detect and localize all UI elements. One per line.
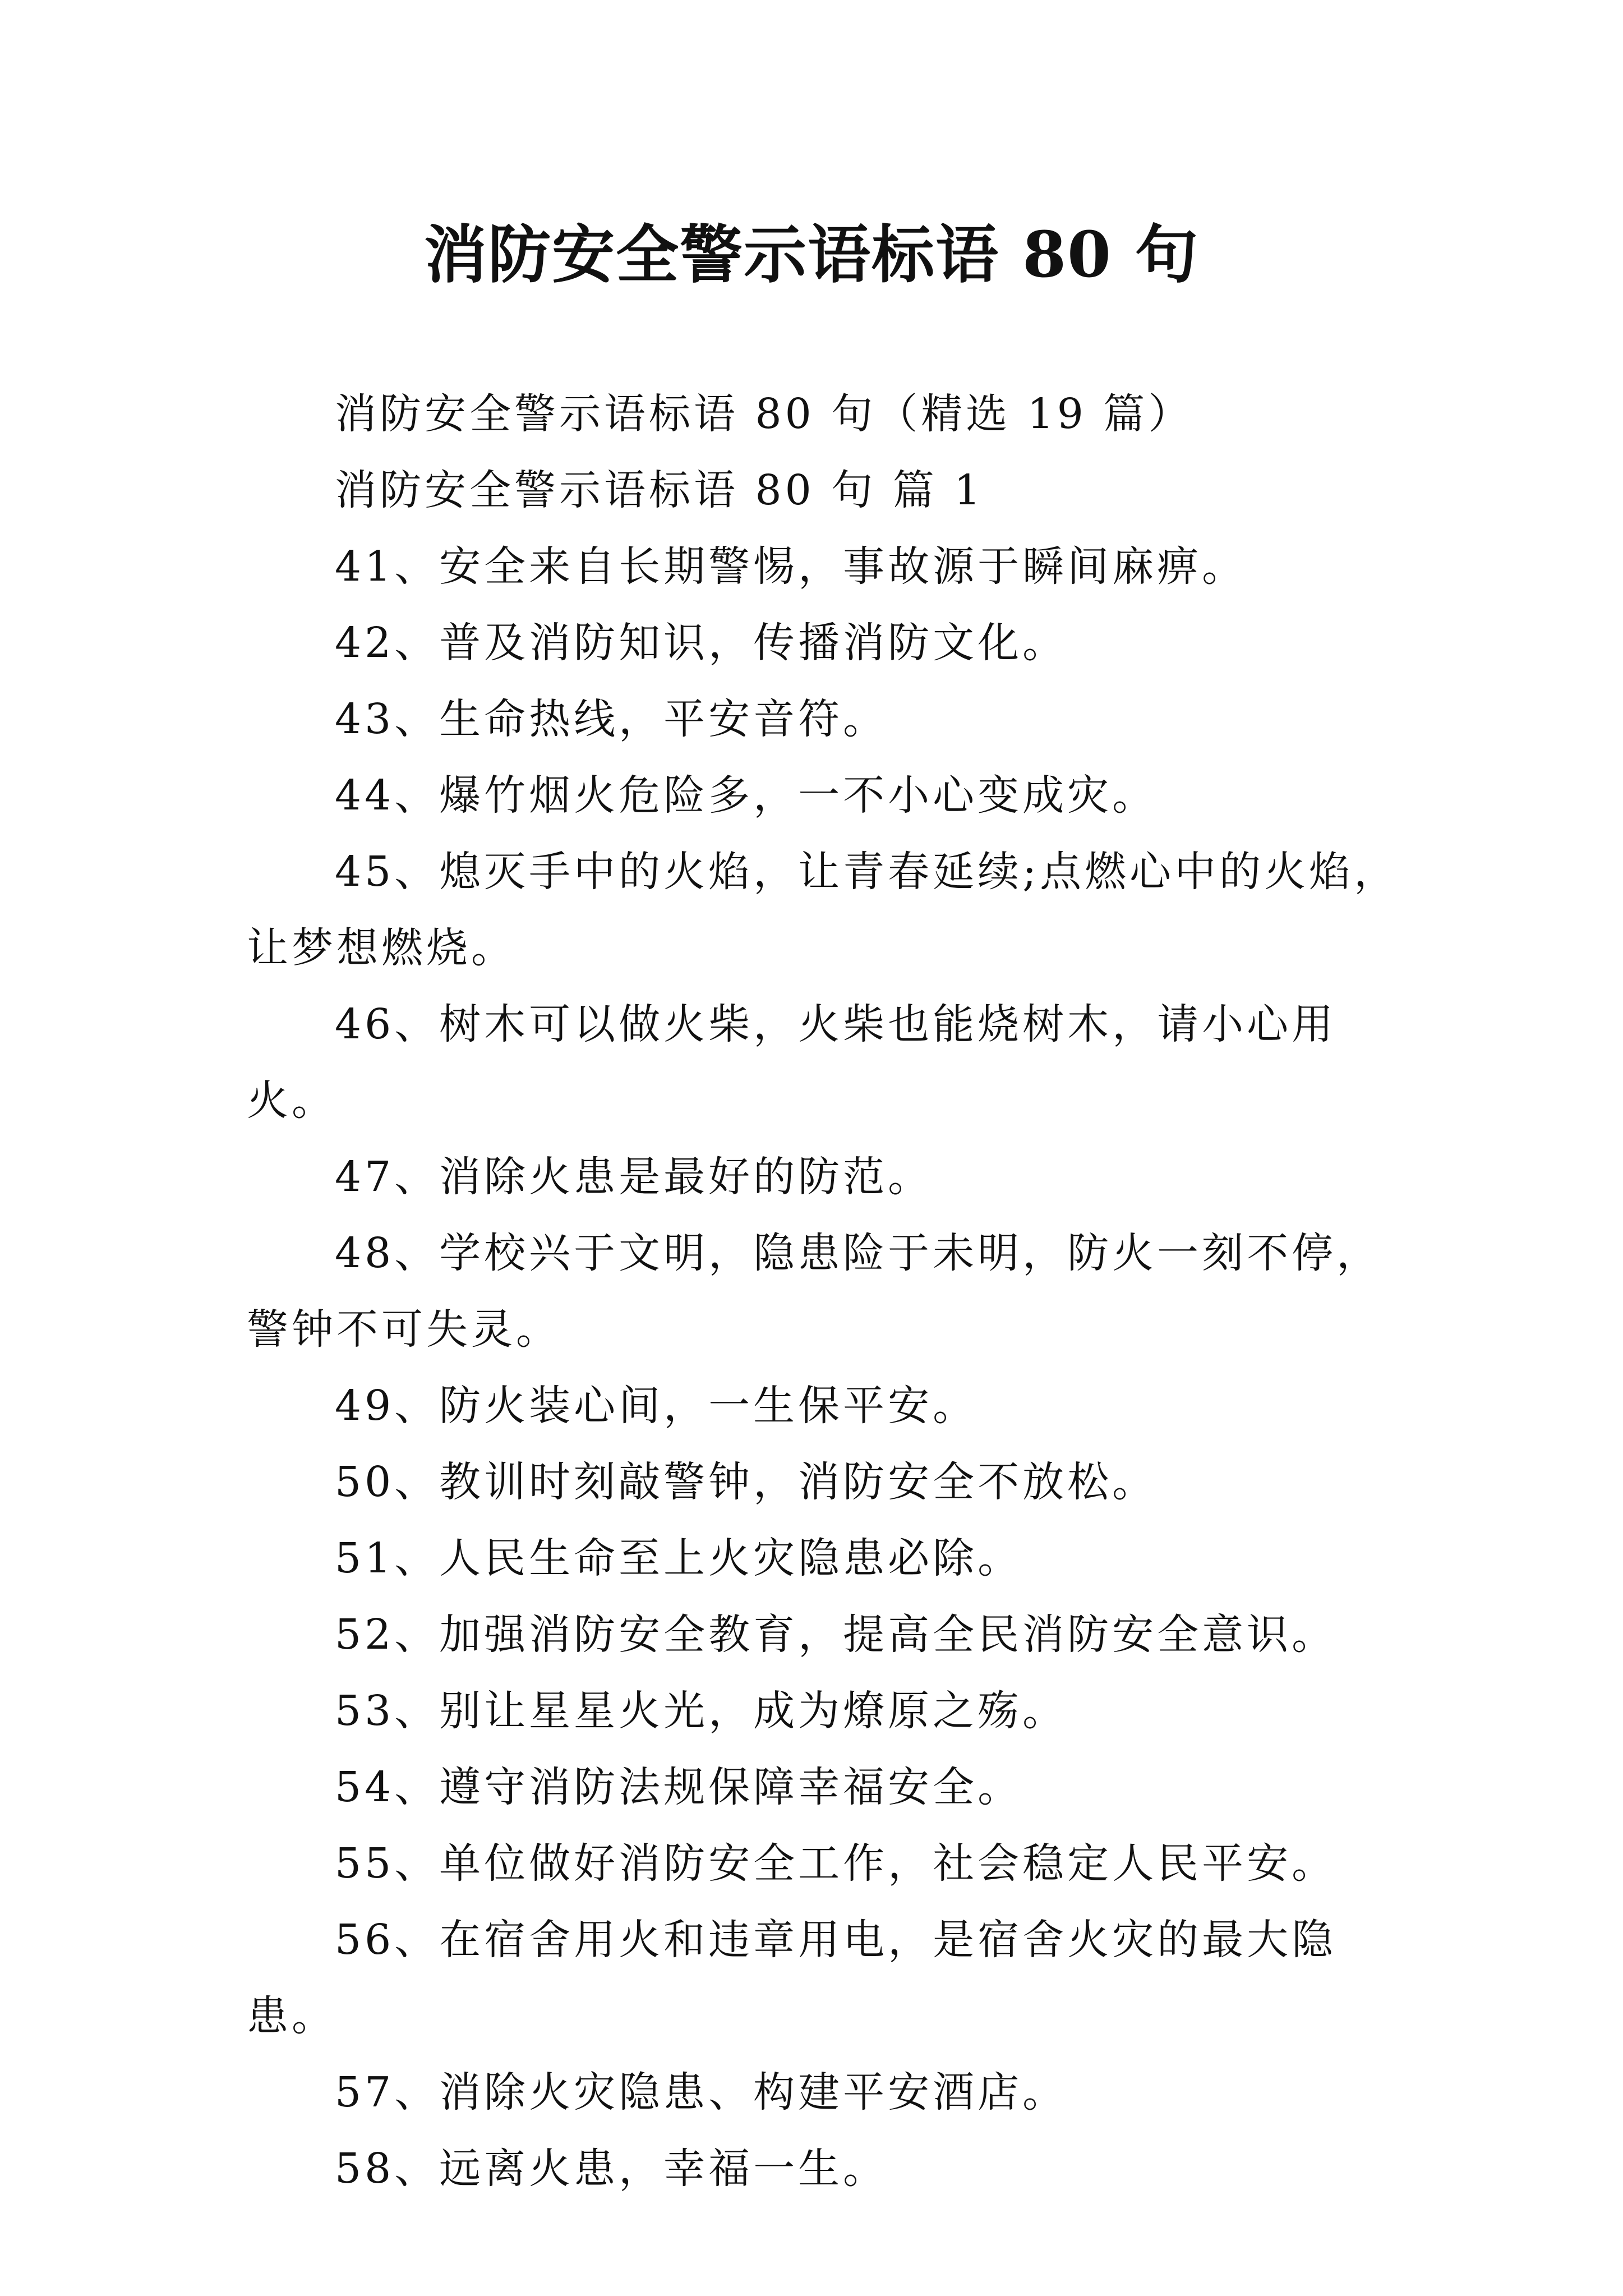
paragraph: 56、在宿舍用火和违章用电，是宿舍火灾的最大隐患。 xyxy=(247,1916,1337,2040)
document-title: 消防安全警示语标语 80 句 xyxy=(424,218,1199,292)
paragraph: 46、树木可以做火柴，火柴也能烧树木，请小心用火。 xyxy=(247,1000,1337,1125)
paragraph: 42、普及消防知识，传播消防文化。 xyxy=(335,619,1068,667)
document-body xyxy=(247,376,1402,2207)
paragraph: 消防安全警示语标语 80 句 篇 1 xyxy=(335,466,984,514)
paragraph: 54、遵守消防法规保障幸福安全。 xyxy=(335,1763,1023,1811)
paragraph: 57、消除火灾隐患、构建平安酒店。 xyxy=(335,2068,1068,2116)
paragraph: 48、学校兴于文明，隐患险于未明，防火一刻不停，警钟不可失灵。 xyxy=(247,1229,1382,1354)
paragraph: 50、教训时刻敲警钟，消防安全不放松。 xyxy=(335,1458,1158,1506)
paragraph: 51、人民生命至上火灾隐患必除。 xyxy=(335,1534,1023,1582)
paragraph: 45、熄灭手中的火焰，让青春延续;点燃心中的火焰，让梦想燃烧。 xyxy=(247,848,1399,972)
paragraph: 41、安全来自长期警惕，事故源于瞬间麻痹。 xyxy=(335,542,1247,591)
paragraph: 44、爆竹烟火危险多，一不小心变成灾。 xyxy=(335,771,1158,820)
paragraph: 53、别让星星火光，成为燎原之殇。 xyxy=(335,1687,1068,1735)
paragraph: 52、加强消防安全教育，提高全民消防安全意识。 xyxy=(335,1611,1337,1659)
paragraph: 55、单位做好消防安全工作，社会稳定人民平安。 xyxy=(335,1839,1337,1888)
paragraph: 47、消除火患是最好的防范。 xyxy=(335,1153,933,1201)
paragraph: 43、生命热线，平安音符。 xyxy=(335,695,888,743)
paragraph: 58、远离火患，幸福一生。 xyxy=(335,2145,888,2193)
paragraph: 消防安全警示语标语 80 句（精选 19 篇） xyxy=(335,390,1193,438)
paragraph: 49、防火装心间，一生保平安。 xyxy=(335,1382,978,1430)
